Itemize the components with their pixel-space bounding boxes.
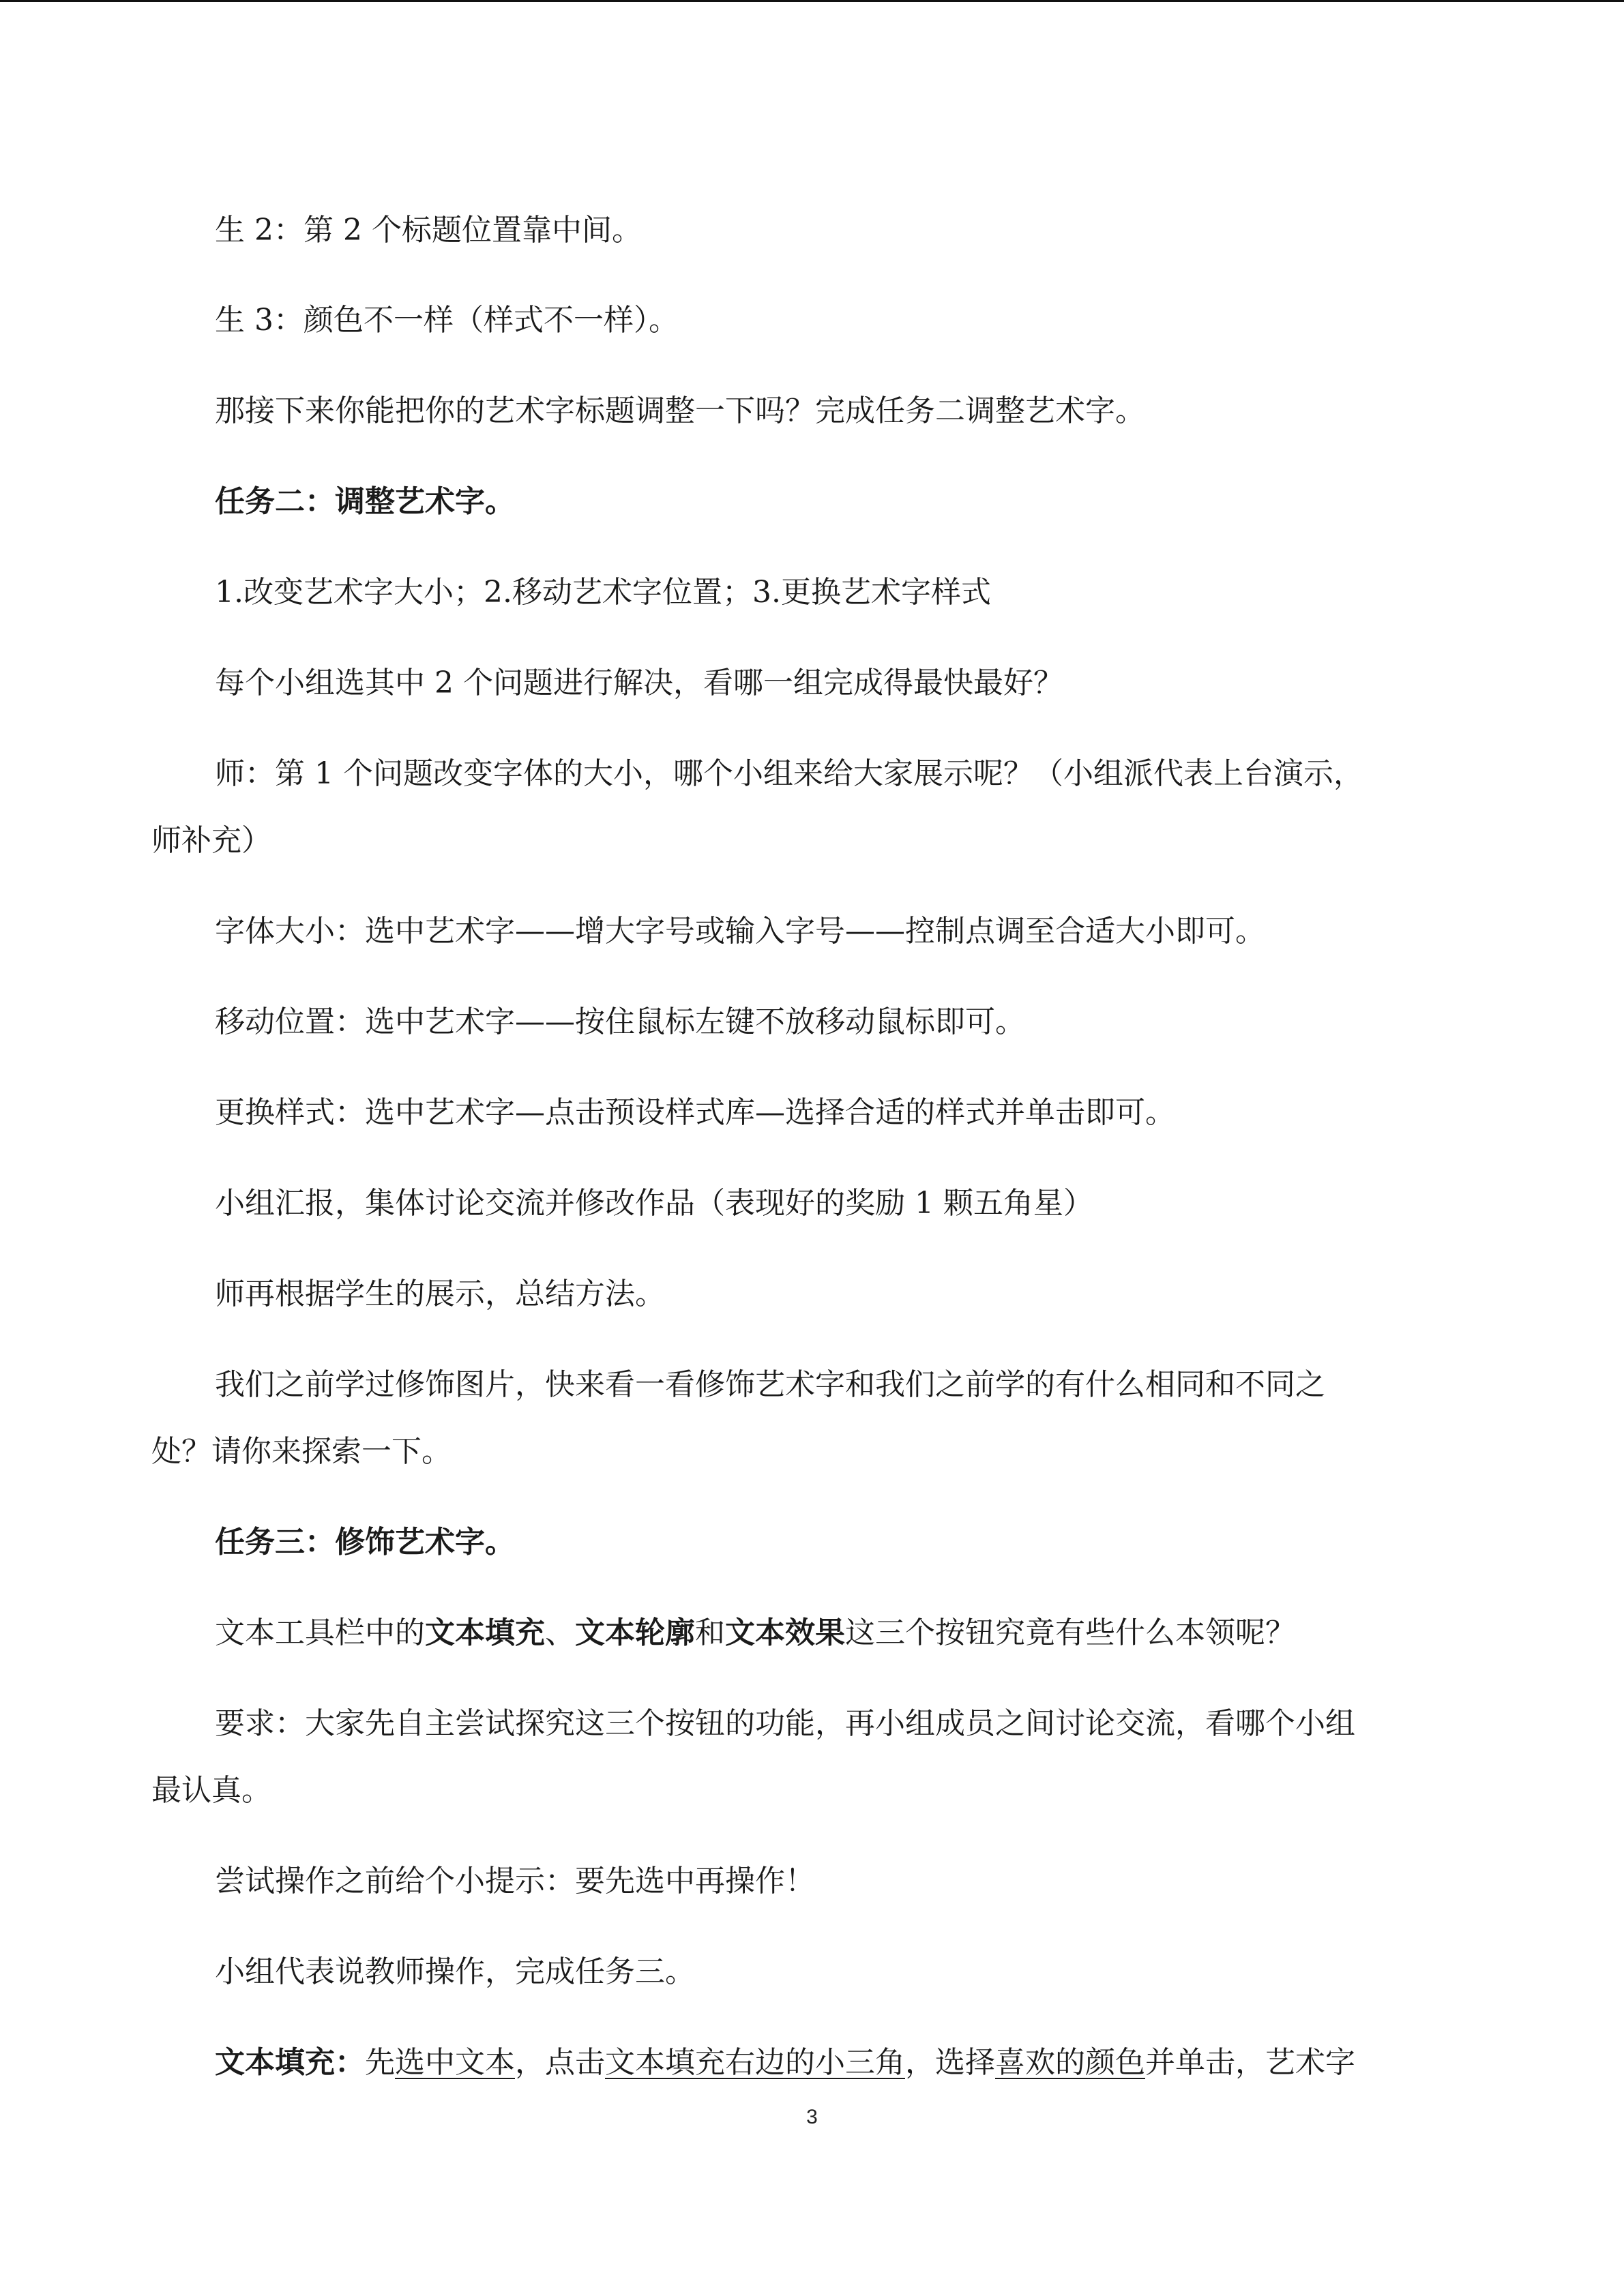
top-border-rule [0,0,1624,2]
heading-text: 任务二：调整艺术字。 [215,484,515,519]
text-line [215,2045,1355,2080]
text-line: 小组汇报，集体讨论交流并修改作品（表现好的奖励 1 颗五角星） [215,1186,1093,1221]
text-line: 尝试操作之前给个小提示：要先选中再操作！ [215,1864,815,1898]
text-line: 处？请你来探索一下。 [151,1434,452,1469]
text-outline-term: 文本轮廓 [575,1615,695,1650]
text-line: 要求：大家先自主尝试探究这三个按钮的功能，再小组成员之间讨论交流，看哪个小组 [215,1706,1355,1741]
text-run: 和 [695,1615,725,1650]
text-line: 字体大小：选中艺术字——增大字号或输入字号——控制点调至合适大小即可。 [215,914,1265,949]
text-line: 我们之前学过修饰图片，快来看一看修饰艺术字和我们之前学的有什么相同和不同之 [215,1367,1325,1402]
underlined-text: 文本填充右边的小三角 [605,2045,905,2080]
text-line: 生 3：颜色不一样（样式不一样）。 [215,303,679,338]
text-line: 1.改变艺术字大小；2.移动艺术字位置；3.更换艺术字样式 [215,575,991,610]
text-line: 每个小组选其中 2 个问题进行解决，看哪一组完成得最快最好？ [215,666,1063,700]
text-line: 最认真。 [151,1773,271,1808]
text-run: 先 [365,2045,395,2080]
text-run: 这三个按钮究竟有些什么本领呢？ [845,1615,1295,1650]
underlined-text: 选中文本 [395,2045,515,2080]
text-fill-label: 文本填充： [215,2045,365,2080]
text-line: 移动位置：选中艺术字——按住鼠标左键不放移动鼠标即可。 [215,1004,1025,1039]
text-line: 师：第 1 个问题改变字体的大小，哪个小组来给大家展示呢？（小组派代表上台演示， [215,756,1363,791]
text-run: ，点击 [515,2045,605,2080]
text-line [215,1615,1295,1650]
page-number: 3 [806,2106,818,2128]
heading-text: 任务三：修饰艺术字。 [215,1525,515,1560]
text-line: 师再根据学生的展示，总结方法。 [215,1277,665,1311]
underlined-text: 喜欢的颜色 [995,2045,1145,2080]
text-line: 小组代表说教师操作，完成任务三。 [215,1954,695,1989]
text-line: 生 2：第 2 个标题位置靠中间。 [215,213,642,248]
text-line: 那接下来你能把你的艺术字标题调整一下吗？完成任务二调整艺术字。 [215,393,1145,428]
text-run: 、 [545,1615,575,1650]
text-run: ，选择 [905,2045,995,2080]
text-line: 师补充） [151,823,271,858]
text-fill-term: 文本填充 [425,1615,545,1650]
text-line: 更换样式：选中艺术字—点击预设样式库—选择合适的样式并单击即可。 [215,1095,1175,1130]
text-run: 并单击，艺术字 [1145,2045,1355,2080]
text-effects-term: 文本效果 [725,1615,845,1650]
text-run: 文本工具栏中的 [215,1615,425,1650]
